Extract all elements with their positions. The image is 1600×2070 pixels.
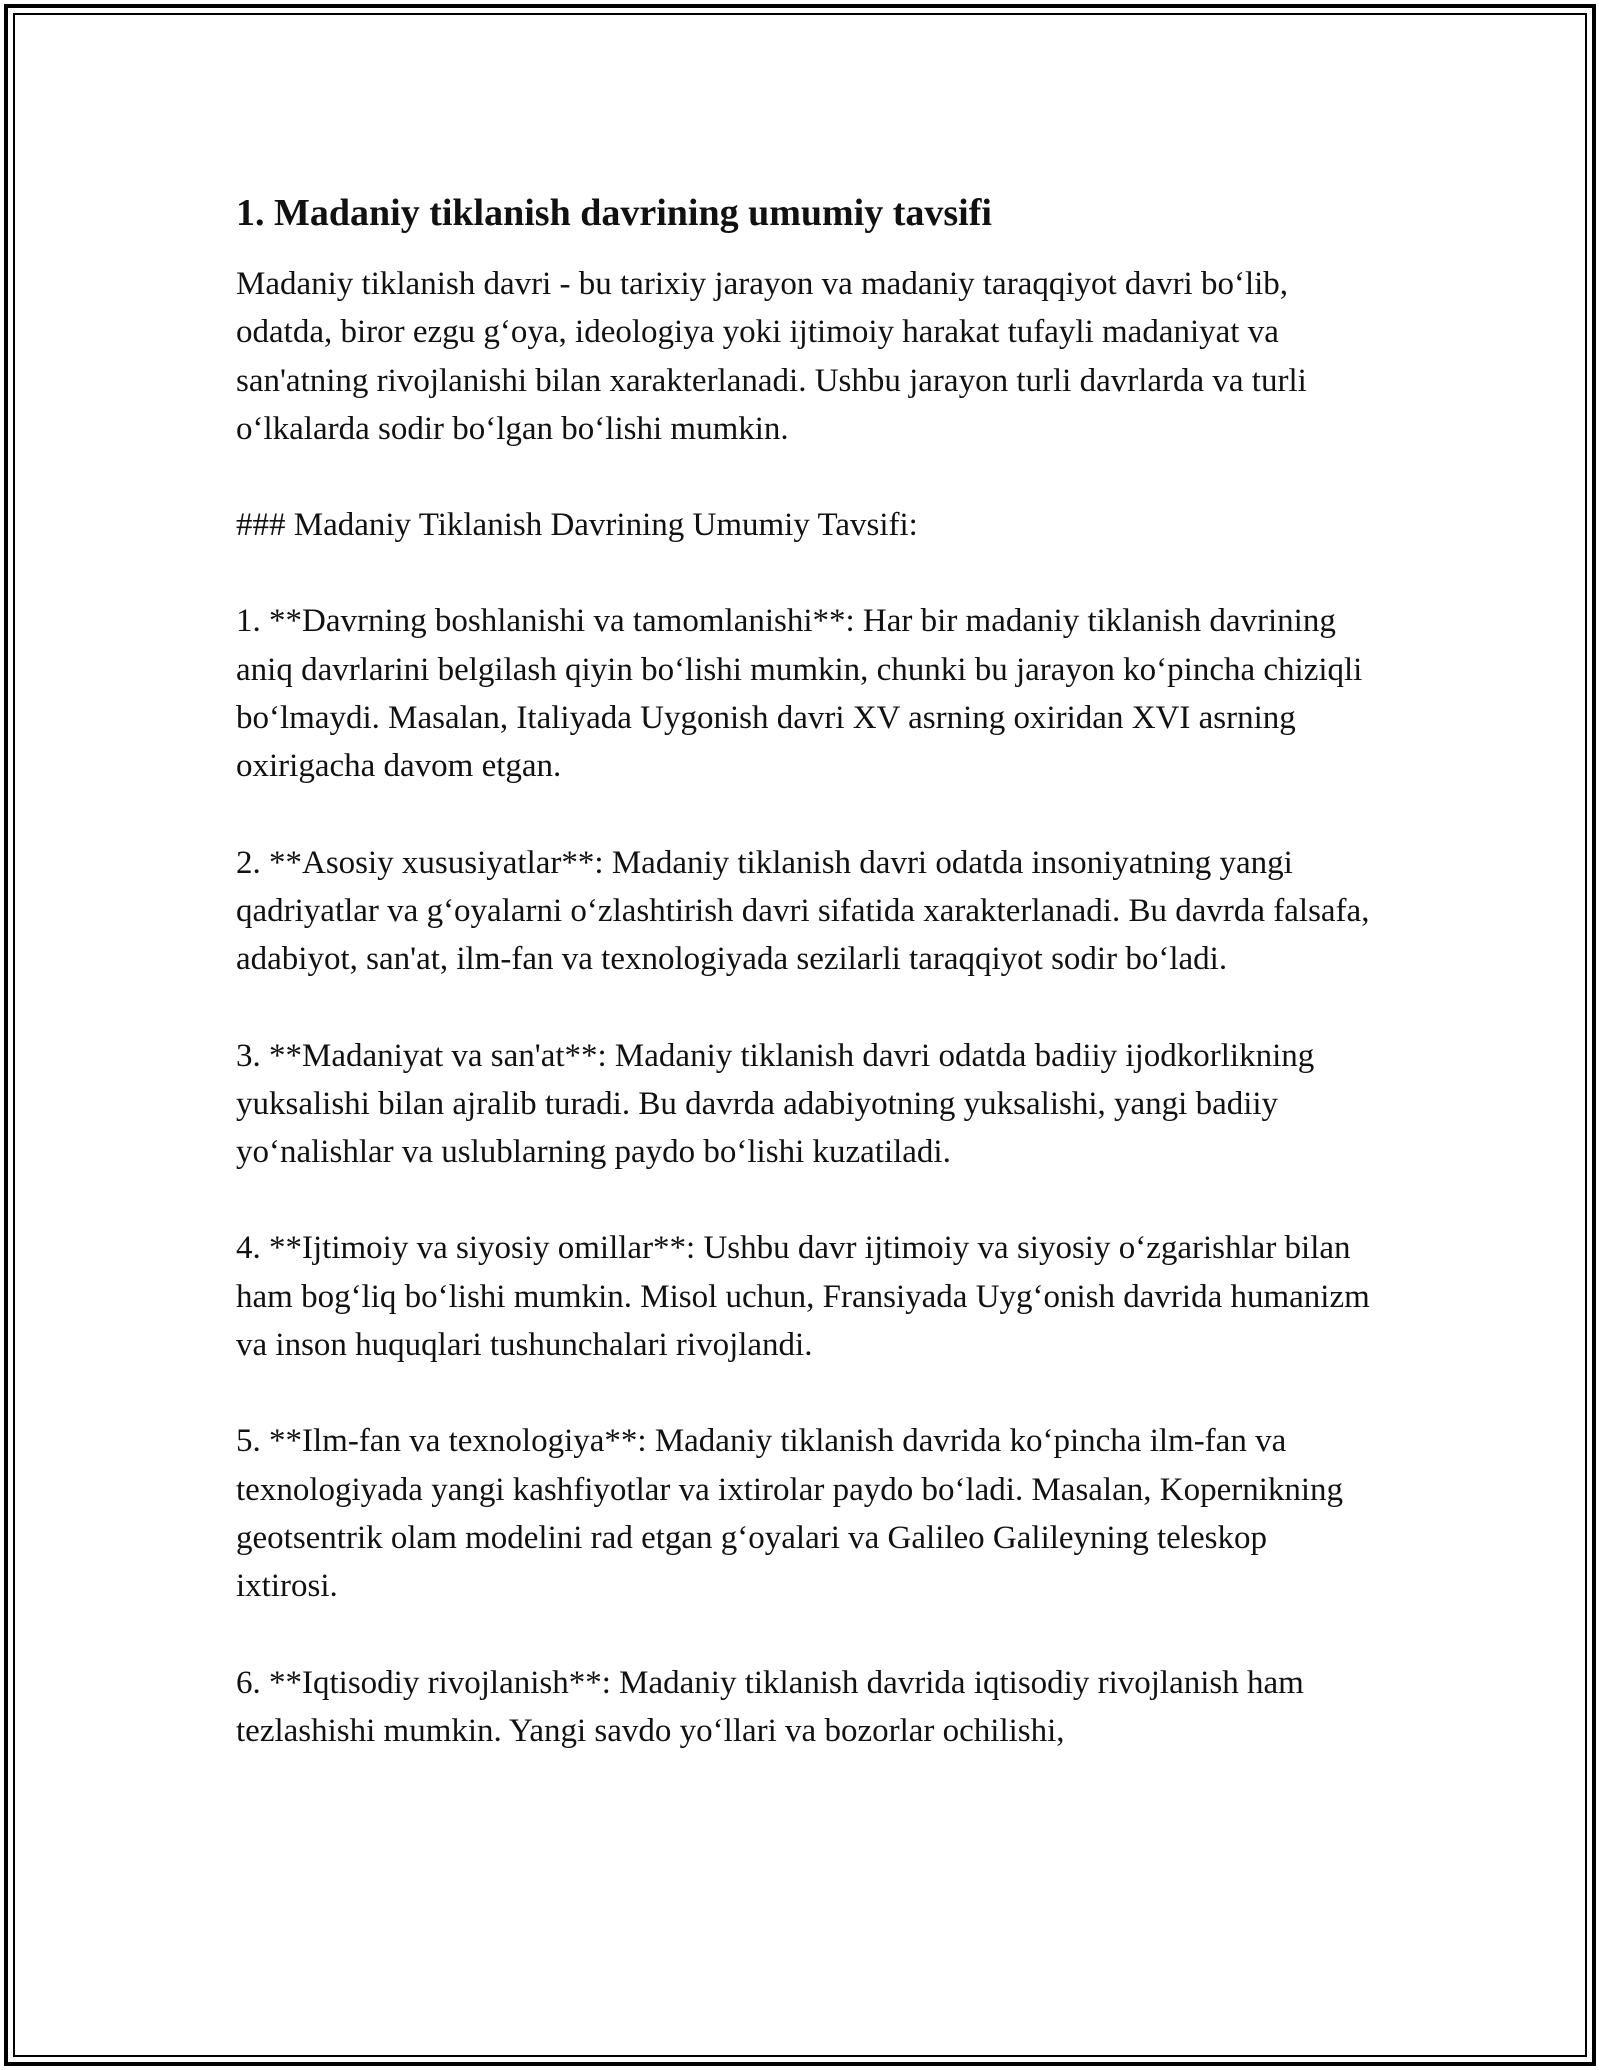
list-item-1: 1. **Davrning boshlanishi va tamomlanishi**: Har bir madaniy tiklanish davrining aniq davrlarini belgilash qiyin bo‘lishi mumkin, chunki bu jarayon ko‘pincha chiziqli bo‘lmaydi. Masalan, Italiyada Uygonish davri XV asrning oxiridan XVI asrning oxirigacha davom etgan. (236, 603, 1363, 785)
list-item-6: 6. **Iqtisodiy rivojlanish**: Madaniy tiklanish davrida iqtisodiy rivojlanish ham tezlashishi mumkin. Yangi savdo yo‘llari va bozorlar ochilishi, (236, 1664, 1304, 1749)
subheading-paragraph: ### Madaniy Tiklanish Davrining Umumiy Tavsifi: (236, 507, 918, 544)
intro-paragraph: Madaniy tiklanish davri - bu tarixiy jarayon va madaniy taraqqiyot davri bo‘lib, odatda, biror ezgu g‘oya, ideologiya yoki ijtimoiy harakat tufayli madaniyat va san'atning rivojlanishi bilan xarakterlanadi. Ushbu jarayon turli davrlarda va turli o‘lkalarda sodir bo‘lgan bo‘lishi mumkin. (236, 266, 1307, 447)
list-item-2: 2. **Asosiy xususiyatlar**: Madaniy tiklanish davri odatda insoniyatning yangi qadriyatlar va g‘oyalarni o‘zlashtirish davri sifatida xarakterlanadi. Bu davrda falsafa, adabiyot, san'at, ilm-fan va texnologiyada sezilarli taraqqiyot sodir bo‘ladi. (236, 844, 1370, 978)
document-body (236, 186, 1376, 1755)
list-item-5: 5. **Ilm-fan va texnologiya**: Madaniy tiklanish davrida ko‘pincha ilm-fan va texnologiyada yangi kashfiyotlar va ixtirolar paydo bo‘ladi. Masalan, Kopernikning geotsentrik olam modelini rad etgan g‘oyalari va Galileo Galileyning teleskop ixtirosi. (236, 1423, 1344, 1605)
list-item-4: 4. **Ijtimoiy va siyosiy omillar**: Ushbu davr ijtimoiy va siyosiy o‘zgarishlar bilan ham bog‘liq bo‘lishi mumkin. Misol uchun, Fransiyada Uyg‘onish davrida humanizm va inson huquqlari tushunchalari rivojlandi. (236, 1230, 1370, 1364)
list-item-3: 3. **Madaniyat va san'at**: Madaniy tiklanish davri odatda badiiy ijodkorlikning yuksalishi bilan ajralib turadi. Bu davrda adabiyotning yuksalishi, yangi badiiy yo‘nalishlar va uslublarning paydo bo‘lishi kuzatiladi. (236, 1037, 1315, 1171)
section-heading: 1. Madaniy tiklanish davrining umumiy tavsifi (236, 192, 992, 234)
